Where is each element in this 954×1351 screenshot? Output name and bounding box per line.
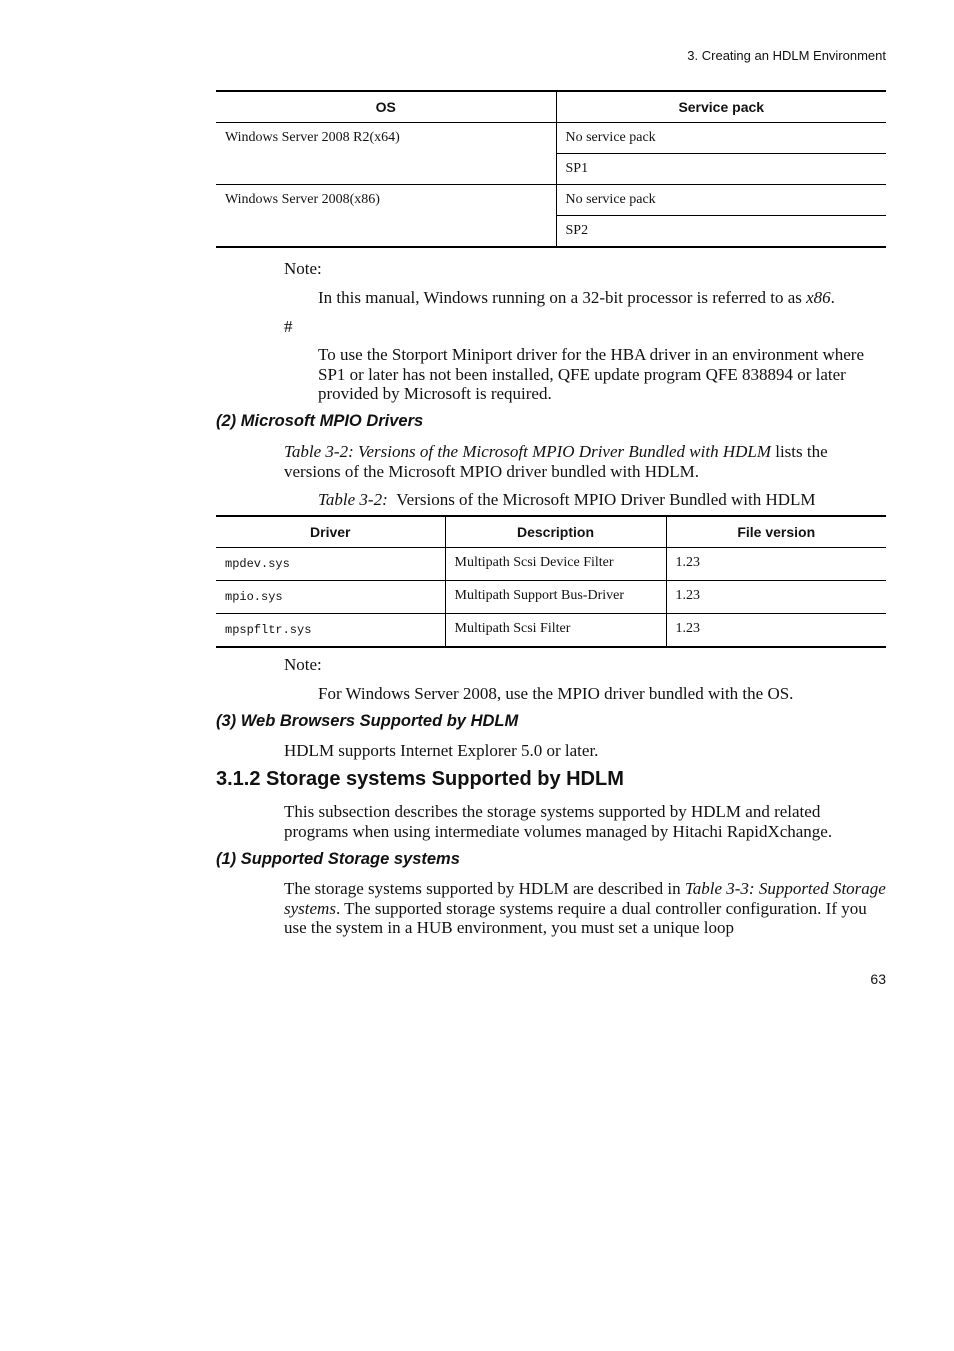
description-cell: Multipath Scsi Filter bbox=[445, 614, 666, 648]
column-header-file-version: File version bbox=[666, 516, 886, 548]
service-pack-cell: SP1 bbox=[556, 154, 886, 185]
table-row bbox=[216, 548, 886, 581]
driver-cell: mpspfltr.sys bbox=[216, 614, 445, 648]
note-label: Note: bbox=[284, 655, 322, 674]
driver-cell: mpio.sys bbox=[216, 581, 445, 614]
paragraph-text: lists the versions of the Microsoft MPIO driver bundled with HDLM. bbox=[284, 442, 828, 481]
table-reference-link[interactable]: Table 3-2: Versions of the Microsoft MPIO Driver Bundled with HDLM bbox=[284, 442, 771, 461]
note-text-body: In this manual, Windows running on a 32-bit processor is referred to as bbox=[318, 288, 807, 307]
note-term: x86 bbox=[806, 288, 831, 307]
section-heading-storage: (1) Supported Storage systems bbox=[216, 850, 460, 868]
file-version-cell: 1.23 bbox=[666, 581, 886, 614]
driver-cell: mpdev.sys bbox=[216, 548, 445, 581]
os-cell: Windows Server 2008(x86) bbox=[216, 185, 556, 248]
table-row bbox=[216, 581, 886, 614]
caption-number: Table 3-2: bbox=[318, 490, 388, 509]
os-service-pack-table bbox=[216, 90, 886, 248]
os-cell: Windows Server 2008 R2(x64) bbox=[216, 123, 556, 185]
section-paragraph: HDLM supports Internet Explorer 5.0 or later. bbox=[284, 741, 599, 760]
footnote-text: To use the Storport Miniport driver for the HBA driver in an environment where SP1 or later has not been installed, QFE update program QFE 838894 or later provided by Microsoft is required. bbox=[318, 345, 864, 403]
page-number: 63 bbox=[870, 971, 886, 987]
service-pack-cell: No service pack bbox=[556, 123, 886, 154]
section-heading-web-browsers: (3) Web Browsers Supported by HDLM bbox=[216, 712, 519, 730]
section-heading-mpio: (2) Microsoft MPIO Drivers bbox=[216, 412, 424, 430]
note-text-end: . bbox=[830, 288, 835, 307]
paragraph-text: . The supported storage systems require a dual controller configuration. If you use the system in a HUB environment, you must set a unique loop bbox=[284, 898, 867, 937]
description-cell: Multipath Scsi Device Filter bbox=[445, 548, 666, 581]
column-header-service-pack: Service pack bbox=[556, 91, 886, 123]
caption-title: Versions of the Microsoft MPIO Driver Bundled with HDLM bbox=[396, 490, 816, 509]
subsection-paragraph: This subsection describes the storage systems supported by HDLM and related programs when using intermediate volumes managed by Hitachi RapidXchange. bbox=[284, 802, 833, 841]
table-header-row bbox=[216, 91, 886, 123]
service-pack-cell: SP2 bbox=[556, 216, 886, 248]
table-header-row bbox=[216, 516, 886, 548]
note-text: For Windows Server 2008, use the MPIO driver bundled with the OS. bbox=[318, 684, 794, 703]
service-pack-cell: No service pack bbox=[556, 185, 886, 216]
subsection-heading: 3.1.2 Storage systems Supported by HDLM bbox=[216, 768, 624, 790]
section-paragraph bbox=[284, 442, 874, 481]
note-text bbox=[318, 288, 888, 308]
table-reference-link[interactable]: Table 3-3: Supported Storage systems bbox=[284, 879, 886, 918]
file-version-cell: 1.23 bbox=[666, 548, 886, 581]
column-header-os: OS bbox=[216, 91, 556, 123]
column-header-driver: Driver bbox=[216, 516, 445, 548]
table-row bbox=[216, 123, 886, 154]
running-head: 3. Creating an HDLM Environment bbox=[687, 48, 886, 63]
footnote-mark: # bbox=[284, 317, 293, 336]
note-label: Note: bbox=[284, 259, 322, 278]
paragraph-text: The storage systems supported by HDLM are described in bbox=[284, 879, 685, 898]
table-row bbox=[216, 614, 886, 648]
column-header-description: Description bbox=[445, 516, 666, 548]
table-caption bbox=[318, 490, 816, 510]
file-version-cell: 1.23 bbox=[666, 614, 886, 648]
table-row bbox=[216, 185, 886, 216]
mpio-driver-table bbox=[216, 515, 886, 648]
description-cell: Multipath Support Bus-Driver bbox=[445, 581, 666, 614]
section-paragraph bbox=[284, 879, 888, 938]
